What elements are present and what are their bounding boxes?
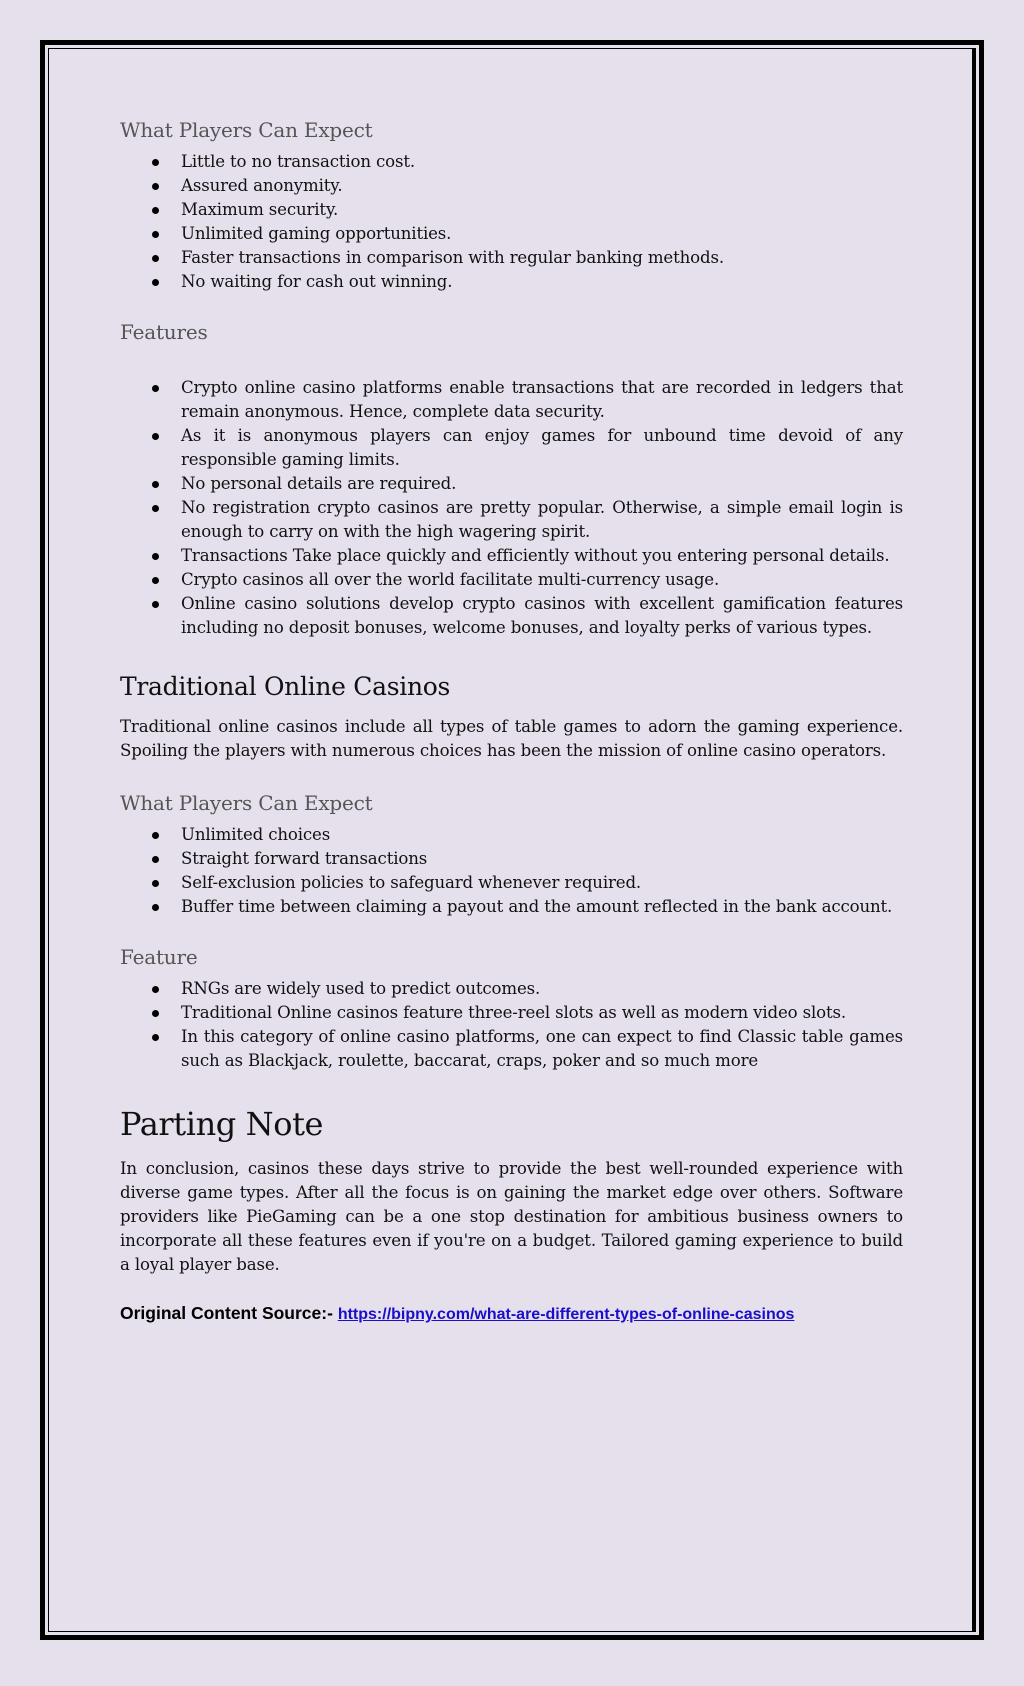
list-item: Assured anonymity. bbox=[120, 174, 903, 198]
list-item: Crypto online casino platforms enable transactions that are recorded in ledgers that remain anonymous. Hence, complete data security. bbox=[120, 376, 903, 424]
list-item: Transactions Take place quickly and efficiently without you entering personal details. bbox=[120, 544, 903, 568]
crypto-expect-list bbox=[120, 150, 903, 294]
traditional-paragraph: Traditional online casinos include all types of table games to adorn the gaming experience. Spoiling the players with numerous choices has been the mission of online casino operators. bbox=[120, 717, 903, 760]
list-item: Buffer time between claiming a payout and the amount reflected in the bank account. bbox=[120, 895, 903, 919]
source-line bbox=[120, 1303, 903, 1324]
bullet-icon bbox=[152, 505, 159, 512]
bullet-icon bbox=[152, 183, 159, 190]
section-heading-players-expect-traditional: What Players Can Expect bbox=[120, 791, 373, 815]
bullet-icon bbox=[152, 986, 159, 993]
bullet-icon bbox=[152, 856, 159, 863]
bullet-icon bbox=[152, 231, 159, 238]
list-item: Traditional Online casinos feature three-reel slots as well as modern video slots. bbox=[120, 1001, 903, 1025]
bullet-icon bbox=[152, 385, 159, 392]
crypto-features-list bbox=[120, 376, 903, 640]
list-item: Straight forward transactions bbox=[120, 847, 903, 871]
section-heading-features: Features bbox=[120, 320, 208, 344]
traditional-expect-list bbox=[120, 823, 903, 919]
list-item: In this category of online casino platforms, one can expect to find Classic table games such as Blackjack, roulette, baccarat, craps, poker and so much more bbox=[120, 1025, 903, 1073]
list-item: Self-exclusion policies to safeguard whenever required. bbox=[120, 871, 903, 895]
traditional-feature-list bbox=[120, 977, 903, 1073]
bullet-icon bbox=[152, 433, 159, 440]
bullet-icon bbox=[152, 904, 159, 911]
section-heading-parting-note: Parting Note bbox=[120, 1105, 324, 1143]
source-link[interactable]: https://bipny.com/what-are-different-types-of-online-casinos bbox=[337, 1306, 795, 1323]
list-item: As it is anonymous players can enjoy games for unbound time devoid of any responsible gaming limits. bbox=[120, 424, 903, 472]
bullet-icon bbox=[152, 255, 159, 262]
list-item: Online casino solutions develop crypto casinos with excellent gamification features including no deposit bonuses, welcome bonuses, and loyalty perks of various types. bbox=[120, 592, 903, 640]
list-item: Unlimited gaming opportunities. bbox=[120, 222, 903, 246]
list-item: RNGs are widely used to predict outcomes. bbox=[120, 977, 903, 1001]
bullet-icon bbox=[152, 553, 159, 560]
list-item: Little to no transaction cost. bbox=[120, 150, 903, 174]
section-heading-traditional: Traditional Online Casinos bbox=[120, 672, 451, 701]
list-item: No registration crypto casinos are pretty popular. Otherwise, a simple email login is enough to carry on with the high wagering spirit. bbox=[120, 496, 903, 544]
parting-paragraph: In conclusion, casinos these days strive to provide the best well-rounded experience with diverse game types. After all the focus is on gaining the market edge over others. Software providers like PieGaming can be a one stop destination for ambitious business owners to incorporate all these features even if you're on a budget. Tailored gaming experience to build a loyal player base. bbox=[120, 1159, 903, 1274]
list-item: Maximum security. bbox=[120, 198, 903, 222]
bullet-icon bbox=[152, 601, 159, 608]
bullet-icon bbox=[152, 279, 159, 286]
document-body bbox=[120, 118, 903, 1324]
bullet-icon bbox=[152, 832, 159, 839]
list-item: No personal details are required. bbox=[120, 472, 903, 496]
source-label: Original Content Source:- bbox=[120, 1303, 333, 1323]
list-item: Crypto casinos all over the world facilitate multi-currency usage. bbox=[120, 568, 903, 592]
section-heading-feature: Feature bbox=[120, 945, 198, 969]
bullet-icon bbox=[152, 481, 159, 488]
bullet-icon bbox=[152, 880, 159, 887]
bullet-icon bbox=[152, 207, 159, 214]
bullet-icon bbox=[152, 159, 159, 166]
bullet-icon bbox=[152, 577, 159, 584]
list-item: Faster transactions in comparison with regular banking methods. bbox=[120, 246, 903, 270]
bullet-icon bbox=[152, 1034, 159, 1041]
list-item: No waiting for cash out winning. bbox=[120, 270, 903, 294]
bullet-icon bbox=[152, 1010, 159, 1017]
section-heading-players-expect-crypto: What Players Can Expect bbox=[120, 118, 373, 142]
list-item: Unlimited choices bbox=[120, 823, 903, 847]
